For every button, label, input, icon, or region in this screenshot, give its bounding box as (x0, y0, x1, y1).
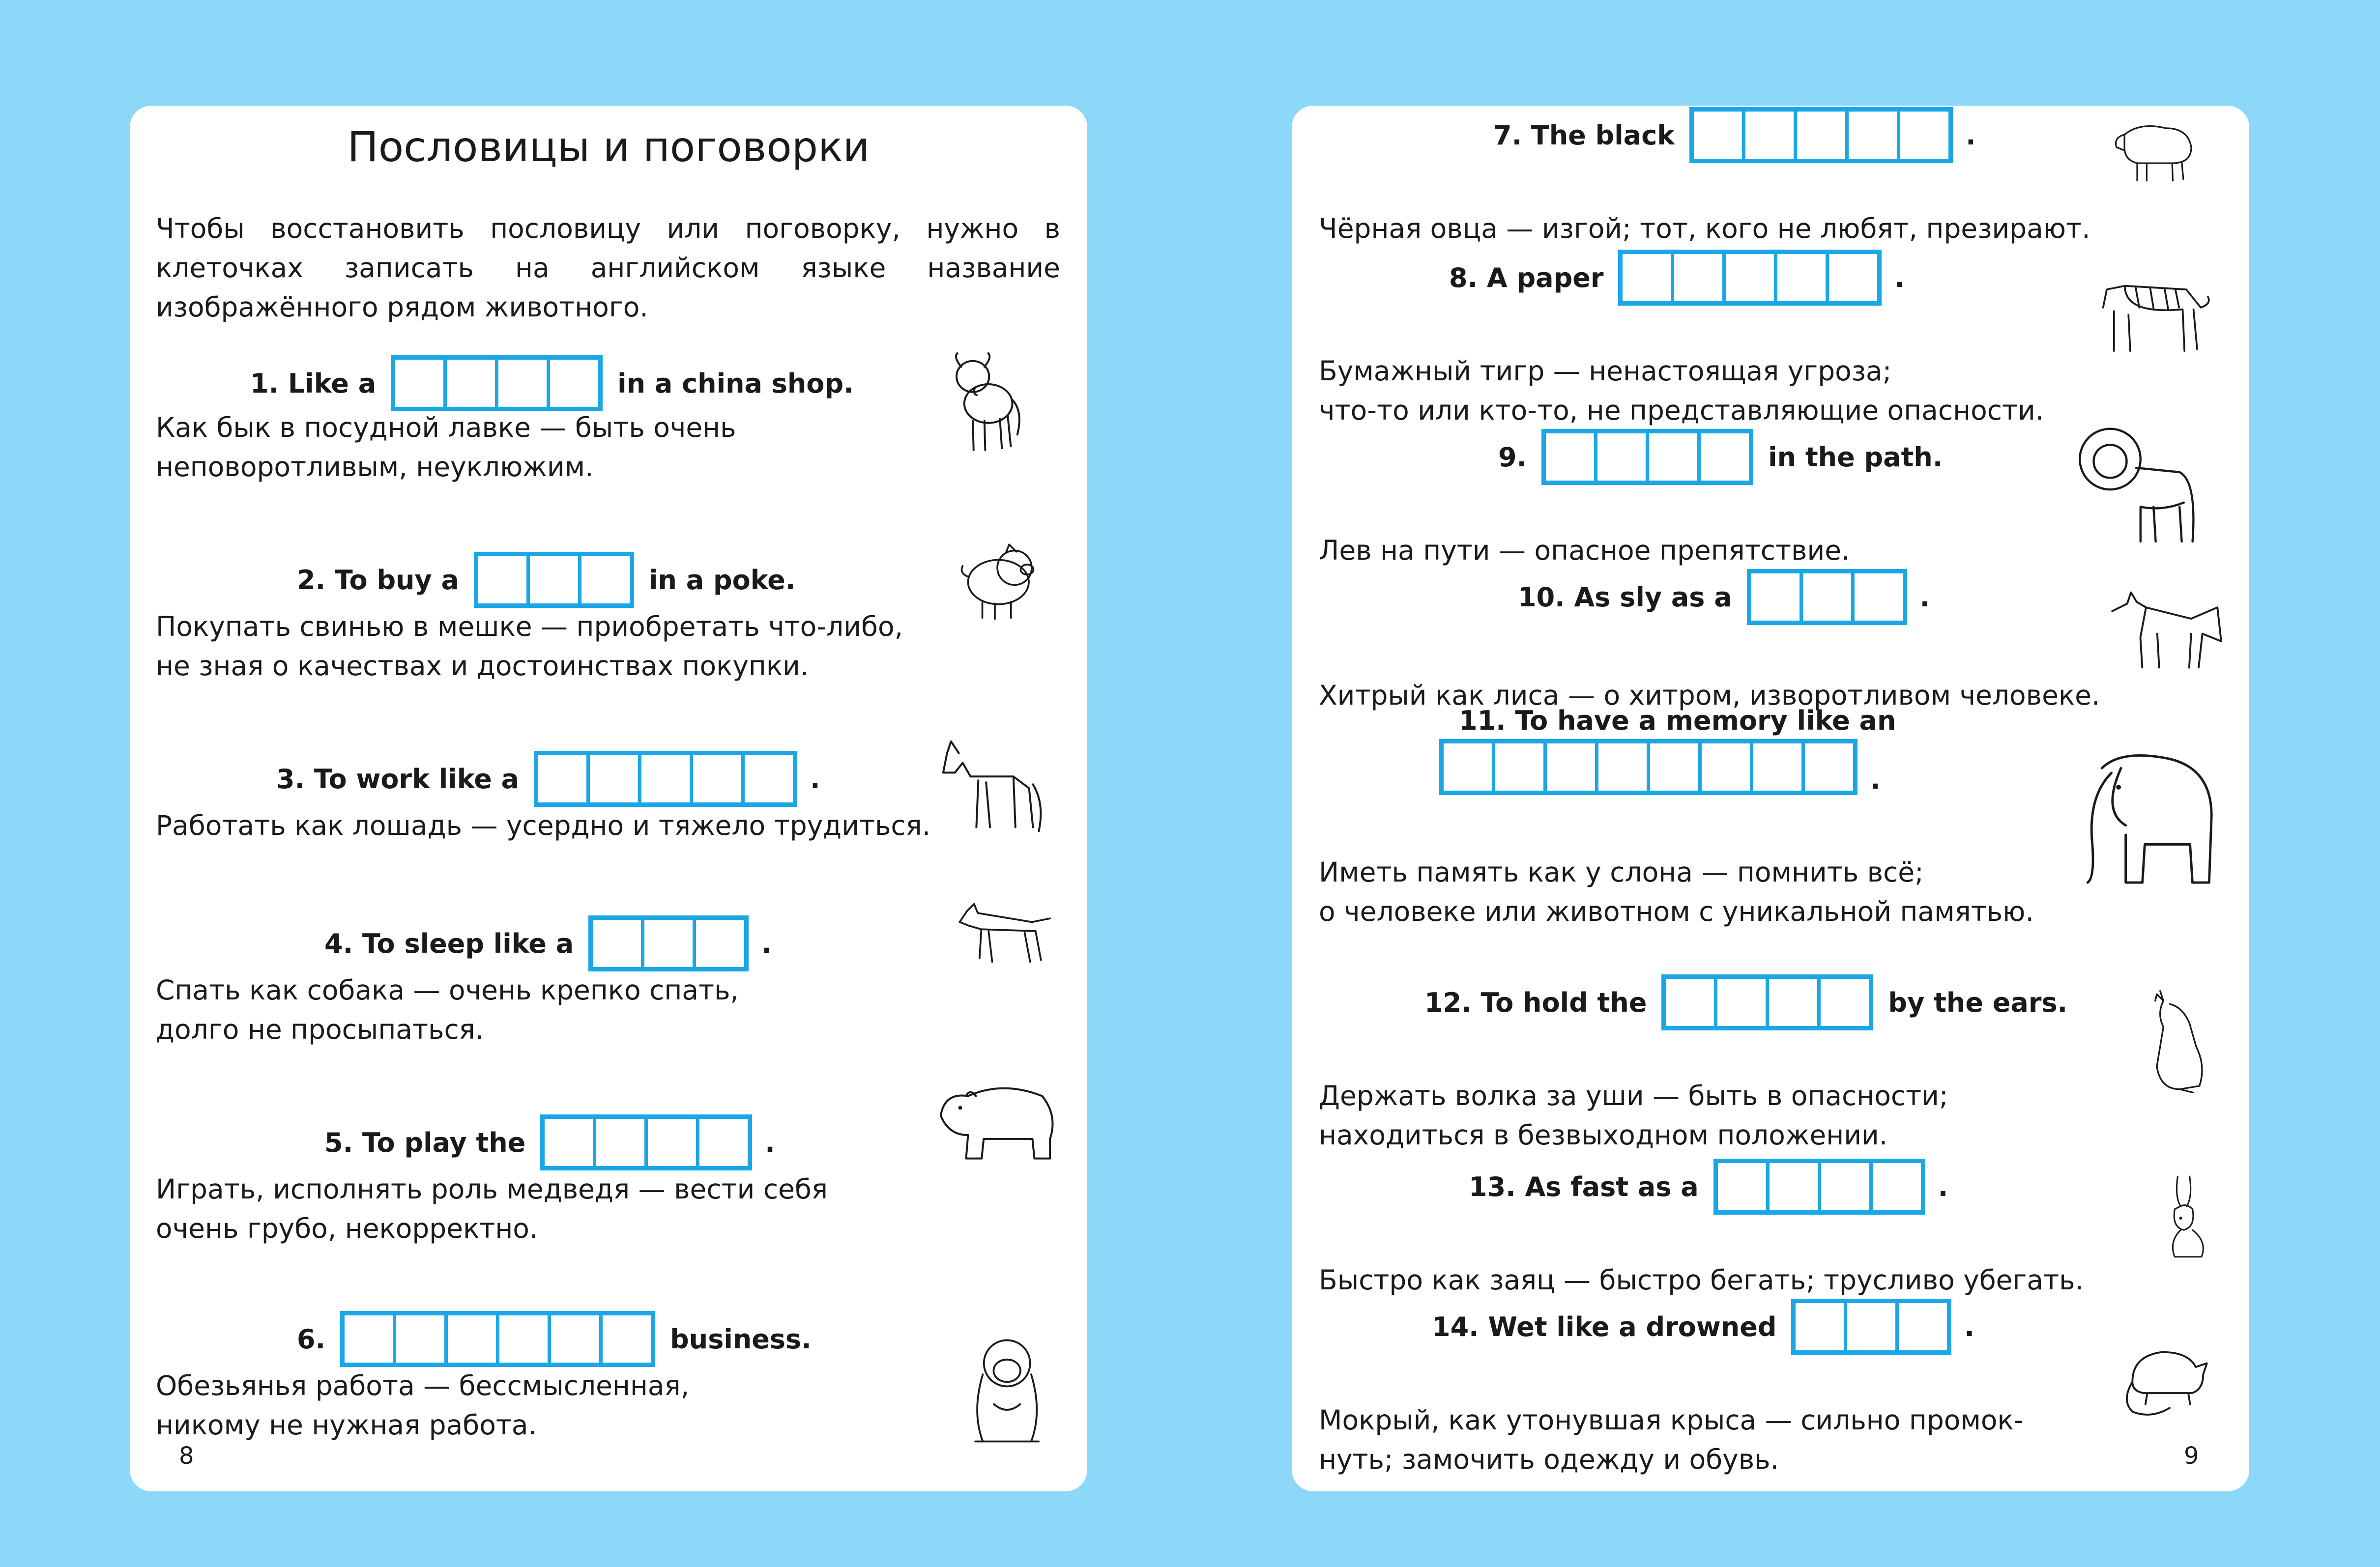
answer-cell[interactable] (1847, 1303, 1899, 1350)
answer-cell[interactable] (590, 755, 641, 802)
proverb-5-headline (324, 1113, 775, 1172)
page-title: Пословицы и поговорки (347, 123, 870, 171)
proverb-1-headline (250, 354, 854, 413)
meaning-line: Держать волка за уши — быть в опасности; (1319, 1080, 1948, 1111)
answer-cell[interactable] (648, 1119, 699, 1166)
proverb-3-meaning (156, 806, 930, 845)
proverb-number: 5. To play the (324, 1127, 526, 1158)
answer-cells[interactable] (1791, 1299, 1951, 1355)
proverb-number: 8. A paper (1449, 262, 1604, 293)
proverb-12-headline (1424, 973, 2067, 1032)
proverb-14-headline (1432, 1297, 1974, 1356)
answer-cell[interactable] (1701, 433, 1749, 481)
bear-icon (916, 1069, 1078, 1201)
answer-cell[interactable] (1717, 979, 1769, 1026)
proverb-number: 3. To work like a (276, 763, 520, 795)
proverb-9-meaning (1319, 531, 1850, 570)
proverb-2-headline (297, 550, 795, 609)
proverb-number: 12. To hold the (1424, 987, 1647, 1018)
proverb-5-meaning (156, 1169, 828, 1248)
answer-cells[interactable] (1689, 107, 1953, 163)
fox-icon (2088, 577, 2245, 705)
right-page (1292, 106, 2249, 1491)
meaning-line: Иметь память как у слона — помнить всё; (1319, 856, 1924, 888)
answer-cell[interactable] (447, 360, 498, 407)
proverb-number: 14. Wet like a drowned (1432, 1311, 1777, 1342)
meaning-line: что-то или кто-то, не представляющие опасности. (1319, 395, 2044, 426)
page-number: 8 (179, 1442, 194, 1470)
proverb-number: 4. To sleep like a (324, 928, 574, 959)
proverb-ending: . (1964, 1311, 1974, 1342)
proverb-14-meaning (1319, 1400, 2024, 1479)
answer-cell[interactable] (498, 360, 550, 407)
answer-cells[interactable] (1713, 1159, 1925, 1215)
horse-icon (926, 730, 1074, 862)
proverb-ending: by the ears. (1888, 987, 2068, 1018)
answer-cell[interactable] (1873, 1163, 1921, 1210)
proverb-number: 6. (297, 1323, 326, 1355)
monkey-icon (960, 1314, 1083, 1472)
proverb-13-headline (1469, 1157, 1948, 1216)
meaning-line: никому не нужная работа. (156, 1409, 537, 1441)
answer-cell[interactable] (1821, 1163, 1873, 1210)
answer-cell[interactable] (1623, 254, 1674, 301)
answer-cell[interactable] (581, 556, 630, 603)
answer-cell[interactable] (499, 1315, 551, 1363)
answer-cell[interactable] (1829, 254, 1877, 301)
answer-cell[interactable] (1666, 979, 1717, 1026)
answer-cell[interactable] (593, 920, 644, 967)
meaning-line: не зная о качествах и достоинствах покупки. (156, 650, 809, 682)
answer-cell[interactable] (1702, 743, 1753, 791)
answer-cells[interactable] (540, 1114, 752, 1170)
tiger-icon (2068, 268, 2235, 391)
proverb-ending: business. (670, 1323, 812, 1355)
answer-cell[interactable] (1753, 743, 1805, 791)
proverb-ending: in the path. (1768, 441, 1943, 473)
proverb-9-headline (1498, 427, 1943, 486)
answer-cell[interactable] (1797, 112, 1849, 159)
proverb-8-meaning (1319, 351, 2044, 430)
meaning-line: очень грубо, некорректно. (156, 1213, 538, 1244)
proverb-ending: . (1894, 262, 1905, 293)
answer-cell[interactable] (1674, 254, 1726, 301)
answer-cell[interactable] (395, 360, 447, 407)
answer-cell[interactable] (1805, 743, 1853, 791)
answer-cell[interactable] (699, 1119, 748, 1166)
proverb-ending: . (765, 1127, 775, 1158)
answer-cell[interactable] (1849, 112, 1900, 159)
answer-cell[interactable] (1694, 112, 1745, 159)
sheep-icon (2098, 115, 2231, 224)
answer-cell[interactable] (1769, 979, 1821, 1026)
answer-cell[interactable] (644, 920, 696, 967)
answer-cell[interactable] (1803, 573, 1855, 621)
proverb-7-meaning (1319, 209, 2090, 248)
meaning-line: Как бык в посудной лавке — быть очень (156, 412, 736, 443)
answer-cell[interactable] (538, 755, 590, 802)
answer-cell[interactable] (641, 755, 693, 802)
answer-cell[interactable] (1598, 743, 1650, 791)
answer-cell[interactable] (1718, 1163, 1770, 1210)
meaning-line: Лев на пути — опасное препятствие. (1319, 535, 1850, 566)
bull-icon (946, 342, 1074, 489)
answer-cell[interactable] (1821, 979, 1869, 1026)
instructions: Чтобы восстановить пословицу или поговорку, нужно в клеточках записать на английском языке название изображённого рядом животного. (156, 213, 1060, 323)
answer-cells[interactable] (1661, 974, 1873, 1030)
meaning-line: Работать как лошадь — усердно и тяжело трудиться. (156, 810, 931, 841)
answer-cells[interactable] (474, 552, 634, 608)
answer-cell[interactable] (530, 556, 581, 603)
proverb-number: 2. To buy a (297, 564, 459, 596)
meaning-line: Бумажный тигр — ненастоящая угроза; (1319, 355, 1892, 387)
dog-icon (941, 897, 1083, 1020)
proverb-4-meaning (156, 970, 739, 1049)
wolf-icon (2137, 948, 2245, 1125)
pig-icon (956, 533, 1074, 656)
answer-cell[interactable] (551, 1315, 603, 1363)
hare-icon (2157, 1147, 2255, 1295)
answer-cell[interactable] (1777, 254, 1829, 301)
proverb-number: 11. To have a memory like an (1459, 705, 1896, 736)
proverb-4-headline (324, 914, 772, 973)
answer-cell[interactable] (1726, 254, 1777, 301)
answer-cell[interactable] (1650, 743, 1702, 791)
proverb-1-meaning (156, 408, 736, 486)
answer-cells[interactable] (1747, 569, 1907, 625)
lion-icon (2073, 420, 2221, 568)
answer-cell[interactable] (1444, 743, 1495, 791)
proverb-8-headline (1449, 248, 1905, 307)
meaning-line: Мокрый, как утонувшая крыса — сильно промок- (1319, 1404, 2024, 1436)
proverb-ending: . (1966, 119, 1976, 151)
meaning-line: Чёрная овца — изгой; тот, кого не любят, презирают. (1319, 213, 2090, 244)
answer-cell[interactable] (1796, 1303, 1847, 1350)
proverb-11-headline (1459, 705, 1896, 795)
proverb-ending: in a poke. (649, 564, 796, 596)
answer-cell[interactable] (1745, 112, 1797, 159)
proverb-ending: . (1870, 764, 1881, 795)
answer-cell[interactable] (545, 1119, 596, 1166)
answer-cell[interactable] (1649, 433, 1701, 481)
meaning-line: неповоротливым, неуклюжим. (156, 451, 594, 483)
proverb-7-headline (1493, 106, 1976, 165)
proverb-ending: in a china shop. (617, 368, 854, 399)
proverb-10-headline (1518, 568, 1930, 627)
proverb-number: 9. (1498, 441, 1527, 473)
answer-cell[interactable] (1855, 573, 1903, 621)
proverb-number: 13. As fast as a (1469, 1171, 1699, 1202)
answer-cell[interactable] (1546, 433, 1597, 481)
rat-icon (2118, 1329, 2240, 1457)
meaning-line: нуть; замочить одежду и обувь. (1319, 1444, 1779, 1475)
answer-cell[interactable] (550, 360, 598, 407)
proverb-6-meaning (156, 1366, 689, 1445)
answer-cell[interactable] (1899, 1303, 1947, 1350)
answer-cell[interactable] (693, 755, 745, 802)
answer-cell[interactable] (745, 755, 793, 802)
meaning-line: о человеке или животном с уникальной памятью. (1319, 896, 2034, 927)
proverb-6-headline (297, 1310, 812, 1368)
meaning-line: Обезьянья работа — бессмысленная, (156, 1370, 690, 1401)
proverb-3-headline (276, 749, 820, 808)
meaning-line: Покупать свинью в мешке — приобретать что-либо, (156, 611, 903, 642)
proverb-13-meaning (1319, 1260, 2084, 1300)
answer-cell[interactable] (1547, 743, 1598, 791)
proverb-number: 10. As sly as a (1518, 581, 1732, 613)
page-number: 9 (2184, 1442, 2199, 1470)
answer-cell[interactable] (596, 1119, 648, 1166)
proverb-2-meaning (156, 607, 903, 685)
answer-cell[interactable] (696, 920, 744, 967)
answer-cells[interactable] (1541, 429, 1753, 485)
elephant-icon (2073, 740, 2231, 902)
answer-cells[interactable] (534, 751, 797, 807)
answer-cell[interactable] (1597, 433, 1649, 481)
meaning-line: Играть, исполнять роль медведя — вести себя (156, 1173, 828, 1205)
answer-cells[interactable] (588, 915, 749, 971)
meaning-line: находиться в безвыходном положении. (1319, 1119, 1888, 1151)
answer-cell[interactable] (1900, 112, 1948, 159)
answer-cell[interactable] (345, 1315, 396, 1363)
answer-cells[interactable] (1439, 739, 1858, 795)
proverb-ending: . (761, 928, 772, 959)
proverb-number: 1. Like a (250, 368, 377, 399)
answer-cell[interactable] (603, 1315, 651, 1363)
answer-cell[interactable] (448, 1315, 499, 1363)
proverb-ending: . (1938, 1171, 1948, 1202)
answer-cells[interactable] (1618, 250, 1882, 306)
answer-cell[interactable] (478, 556, 530, 603)
answer-cell[interactable] (1770, 1163, 1821, 1210)
meaning-line: Быстро как заяц — быстро бегать; трусливо убегать. (1319, 1264, 2084, 1296)
answer-cell[interactable] (1495, 743, 1547, 791)
answer-cells[interactable] (391, 355, 603, 411)
proverb-12-meaning (1319, 1076, 1948, 1155)
left-page (130, 106, 1087, 1491)
meaning-line: Спать как собака — очень крепко спать, (156, 974, 739, 1006)
proverb-ending: . (810, 763, 820, 795)
meaning-line: долго не просыпаться. (156, 1014, 484, 1045)
proverb-ending: . (1919, 581, 1930, 613)
proverb-number: 7. The black (1493, 119, 1675, 151)
answer-cell[interactable] (396, 1315, 448, 1363)
meaning-line: Хитрый как лиса — о хитром, изворотливом человеке. (1319, 680, 2100, 711)
answer-cell[interactable] (1751, 573, 1803, 621)
proverb-11-meaning (1319, 853, 2034, 931)
answer-cells[interactable] (340, 1311, 655, 1367)
